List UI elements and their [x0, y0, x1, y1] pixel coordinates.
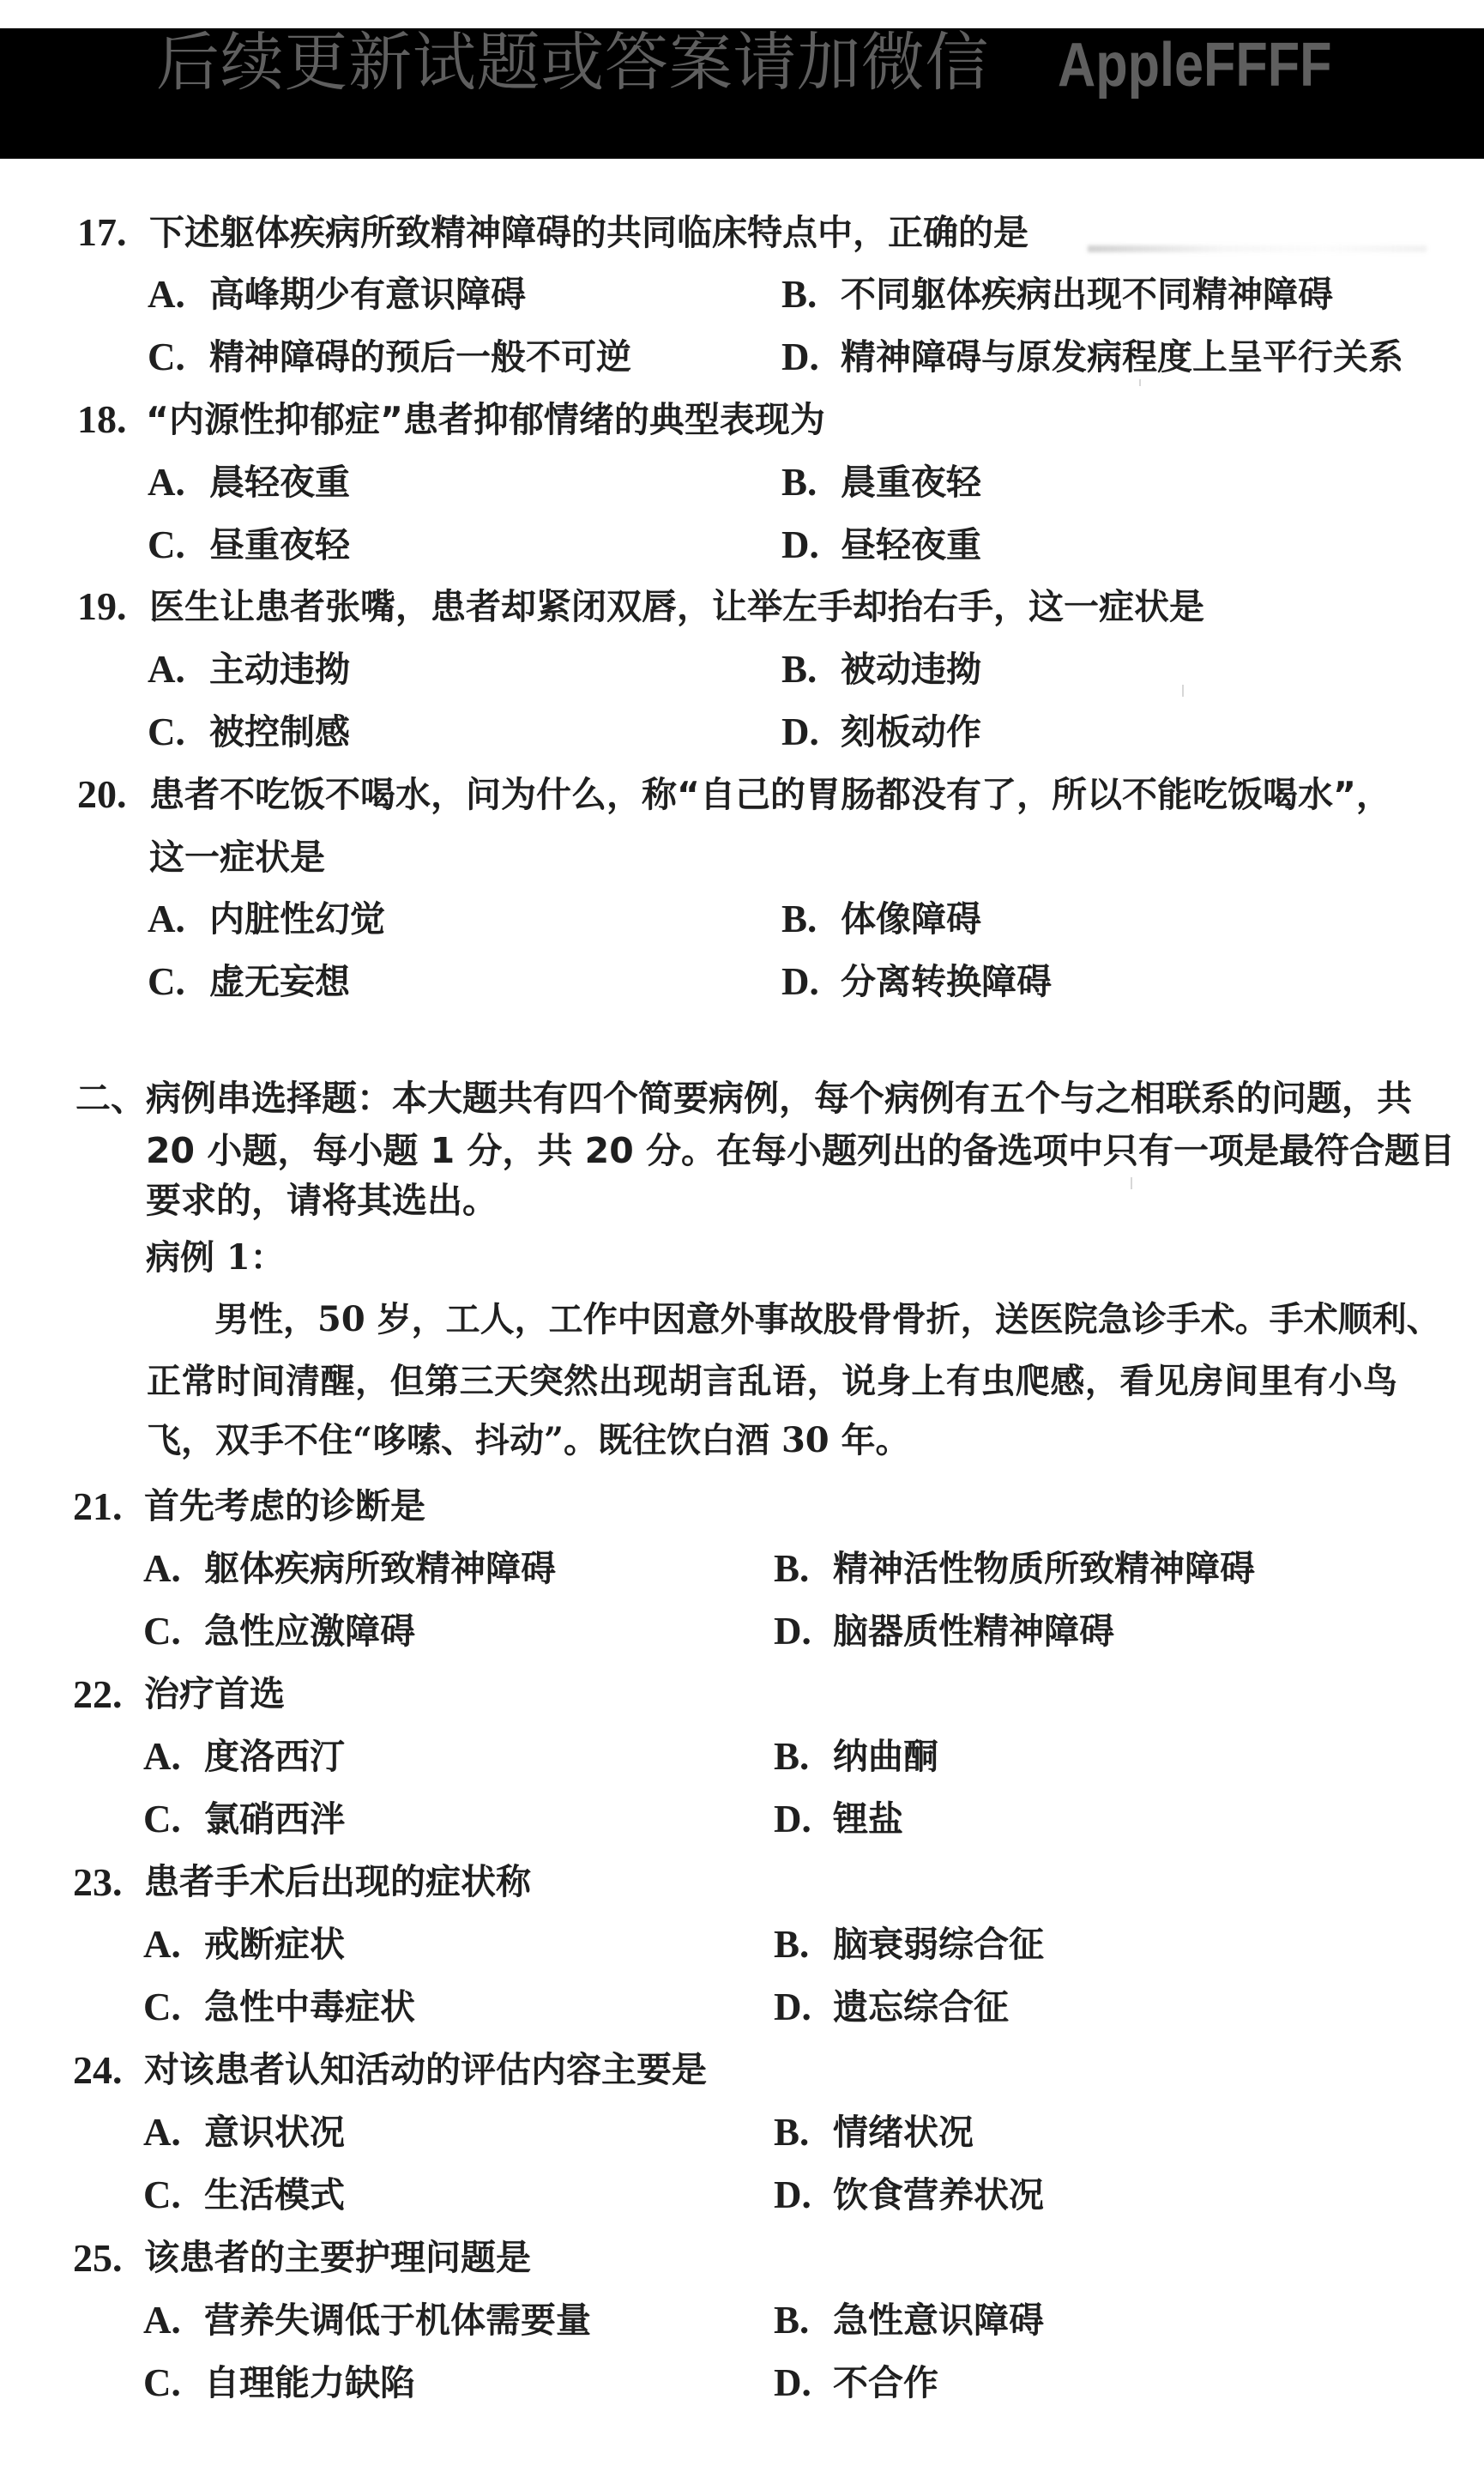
option-a-text: 躯体疾病所致精神障碍: [204, 1547, 556, 1589]
options-row-ab: [0, 888, 1484, 951]
option-a-label: A.: [148, 898, 185, 941]
question-22: [0, 1663, 1484, 1851]
option-b-label: B.: [774, 1546, 810, 1590]
question-stem: 下述躯体疾病所致精神障碍的共同临床特点中，正确的是: [149, 211, 1029, 253]
section-instructions-line-2: 20 小题，每小题 1 分，共 20 分。在每小题列出的备选项中只有一项是最符合题目: [146, 1130, 1456, 1171]
option-b-label: B.: [774, 1734, 810, 1778]
question-stem: 治疗首选: [144, 1672, 285, 1714]
option-d-text: 分离转换障碍: [841, 961, 1052, 1003]
option-b-label: B.: [774, 1922, 810, 1966]
option-d-label: D.: [774, 1797, 811, 1840]
option-d-label: D.: [774, 2173, 811, 2216]
option-a-label: A.: [143, 1922, 181, 1966]
option-b-label: B.: [781, 273, 817, 317]
option-d-label: D.: [781, 960, 819, 1004]
option-d-label: D.: [781, 523, 819, 566]
option-c-text: 虚无妄想: [209, 961, 350, 1003]
question-number: 25.: [73, 2235, 123, 2280]
question-23: [0, 1851, 1484, 2039]
option-b-text: 体像障碍: [841, 898, 981, 940]
section-instructions-line-1: 病例串选择题：本大题共有四个简要病例，每个病例有五个与之相联系的问题，共: [146, 1078, 1412, 1119]
case-text-line-1: 男性，50 岁，工人，工作中因意外事故股骨骨折，送医院急诊手术。手术顺利、: [214, 1299, 1441, 1339]
option-d-text: 精神障碍与原发病程度上呈平行关系: [841, 336, 1403, 378]
watermark-banner: [0, 28, 1484, 159]
option-d-text: 昼轻夜重: [841, 523, 981, 565]
question-24: [0, 2039, 1484, 2227]
option-d-label: D.: [774, 2360, 811, 2404]
option-a-label: A.: [143, 1546, 181, 1590]
option-d-label: D.: [774, 1609, 811, 1653]
options-row-ab: [0, 2289, 1484, 2352]
question-number: 21.: [73, 1484, 123, 1528]
option-c-text: 昼重夜轻: [209, 523, 350, 565]
question-number: 18.: [77, 396, 127, 441]
option-b-text: 精神活性物质所致精神障碍: [833, 1547, 1255, 1589]
option-d-text: 不合作: [833, 2361, 938, 2403]
option-d-label: D.: [781, 710, 819, 753]
option-c-text: 精神障碍的预后一般不可逆: [209, 336, 631, 378]
option-b-text: 急性意识障碍: [833, 2299, 1044, 2341]
question-stem-row: [0, 202, 1484, 264]
options-row-cd: [0, 1976, 1484, 2039]
option-c-label: C.: [143, 2173, 181, 2216]
options-row-ab: [0, 638, 1484, 701]
options-row-cd: [0, 2164, 1484, 2227]
option-b-label: B.: [781, 648, 817, 692]
question-stem: 患者手术后出现的症状称: [144, 1860, 531, 1902]
option-a-label: A.: [148, 648, 185, 692]
option-a-text: 高峰期少有意识障碍: [209, 274, 526, 316]
question-number: 17.: [77, 209, 127, 254]
option-b-label: B.: [774, 2110, 810, 2154]
question-stem: 该患者的主要护理问题是: [144, 2236, 531, 2278]
option-a-text: 意识状况: [204, 2111, 345, 2153]
option-a-label: A.: [143, 2298, 181, 2342]
question-18: [0, 389, 1484, 576]
option-d-label: D.: [781, 335, 819, 379]
question-stem: 患者不吃饭不喝水，问为什么，称“自己的胃肠都没有了，所以不能吃饭喝水”，: [149, 773, 1391, 815]
option-a-label: A.: [148, 273, 185, 317]
options-row-cd: [0, 1600, 1484, 1663]
options-row-ab: [0, 1538, 1484, 1600]
option-c-label: C.: [143, 1609, 181, 1653]
question-stem-row: [0, 576, 1484, 638]
question-stem-continuation-row: [0, 826, 1484, 889]
options-row-ab: [0, 2101, 1484, 2164]
options-row-cd: [0, 701, 1484, 764]
options-row-ab: [0, 263, 1484, 326]
question-stem: 医生让患者张嘴，患者却紧闭双唇，让举左手却抬右手，这一症状是: [149, 586, 1204, 628]
option-a-text: 内脏性幻觉: [209, 898, 385, 940]
options-row-cd: [0, 514, 1484, 577]
option-d-label: D.: [774, 1985, 811, 2028]
question-stem-row: [0, 1475, 1484, 1538]
banner-notice: 后续更新试题或答案请加微信: [156, 26, 990, 100]
option-b-text: 脑衰弱综合征: [833, 1923, 1044, 1965]
option-c-text: 急性应激障碍: [204, 1610, 415, 1652]
question-number: 23.: [73, 1859, 123, 1904]
option-b-label: B.: [781, 460, 817, 504]
option-d-text: 锂盐: [833, 1798, 903, 1840]
option-a-text: 营养失调低于机体需要量: [204, 2299, 591, 2341]
question-stem: “内源性抑郁症”患者抑郁情绪的典型表现为: [146, 398, 825, 440]
question-stem-row: [0, 1663, 1484, 1726]
case-text-line-2: 正常时间清醒，但第三天突然出现胡言乱语，说身上有虫爬感，看见房间里有小鸟: [147, 1361, 1397, 1401]
option-a-label: A.: [143, 2110, 181, 2154]
option-b-label: B.: [774, 2298, 810, 2342]
option-c-text: 生活模式: [204, 2173, 345, 2215]
option-c-text: 被控制感: [209, 710, 350, 752]
option-a-text: 戒断症状: [204, 1923, 345, 1965]
option-c-text: 自理能力缺陷: [204, 2361, 415, 2403]
question-stem-continuation: 这一症状是: [149, 836, 325, 878]
questions-part1: [0, 202, 1484, 1013]
question-25: [0, 2227, 1484, 2415]
option-a-text: 度洛西汀: [204, 1735, 345, 1777]
case-label: 病例 1：: [146, 1237, 285, 1278]
question-stem: 首先考虑的诊断是: [144, 1484, 425, 1526]
option-c-label: C.: [148, 523, 185, 566]
option-d-text: 刻板动作: [841, 710, 981, 752]
option-a-label: A.: [148, 460, 185, 504]
case-text-line-3: 飞，双手不住“哆嗦、抖动”。既往饮白酒 30 年。: [147, 1420, 910, 1460]
options-row-cd: [0, 2352, 1484, 2415]
question-21: [0, 1475, 1484, 1663]
options-row-ab: [0, 451, 1484, 514]
options-row-ab: [0, 1913, 1484, 1976]
option-b-text: 晨重夜轻: [841, 461, 981, 503]
option-c-label: C.: [143, 1797, 181, 1840]
options-row-cd: [0, 1788, 1484, 1851]
options-row-ab: [0, 1726, 1484, 1788]
question-stem-row: [0, 764, 1484, 826]
section-instructions-line-3: 要求的，请将其选出。: [146, 1180, 498, 1221]
option-a-text: 晨轻夜重: [209, 461, 350, 503]
options-row-cd: [0, 326, 1484, 389]
question-stem-row: [0, 389, 1484, 451]
question-17: [0, 202, 1484, 389]
option-c-label: C.: [148, 960, 185, 1004]
scan-speck: [1131, 1177, 1132, 1189]
question-stem: 对该患者认知活动的评估内容主要是: [144, 2048, 707, 2090]
options-row-cd: [0, 951, 1484, 1013]
section-marker: 二、: [75, 1078, 146, 1119]
questions-case-1: [0, 1475, 1484, 2415]
question-stem-row: [0, 2039, 1484, 2101]
option-b-text: 情绪状况: [833, 2111, 974, 2153]
option-c-label: C.: [143, 1985, 181, 2028]
question-number: 24.: [73, 2047, 123, 2092]
question-stem-row: [0, 2227, 1484, 2289]
option-c-label: C.: [143, 2360, 181, 2404]
question-number: 22.: [73, 1671, 123, 1716]
question-stem-row: [0, 1851, 1484, 1913]
question-number: 20.: [77, 771, 127, 816]
option-b-text: 被动违拗: [841, 649, 981, 691]
question-number: 19.: [77, 584, 127, 629]
option-a-label: A.: [143, 1734, 181, 1778]
option-a-text: 主动违拗: [209, 649, 350, 691]
option-d-text: 脑器质性精神障碍: [833, 1610, 1114, 1652]
option-c-text: 氯硝西泮: [204, 1798, 345, 1840]
option-b-text: 纳曲酮: [833, 1735, 938, 1777]
option-c-label: C.: [148, 335, 185, 379]
option-b-text: 不同躯体疾病出现不同精神障碍: [841, 274, 1333, 316]
option-c-text: 急性中毒症状: [204, 1985, 415, 2028]
option-c-label: C.: [148, 710, 185, 753]
banner-wechat-id: AppleFFFF: [1058, 31, 1332, 100]
question-20: [0, 764, 1484, 1013]
option-d-text: 遗忘综合征: [833, 1985, 1009, 2028]
option-b-label: B.: [781, 898, 817, 941]
question-19: [0, 576, 1484, 763]
option-d-text: 饮食营养状况: [833, 2173, 1044, 2215]
